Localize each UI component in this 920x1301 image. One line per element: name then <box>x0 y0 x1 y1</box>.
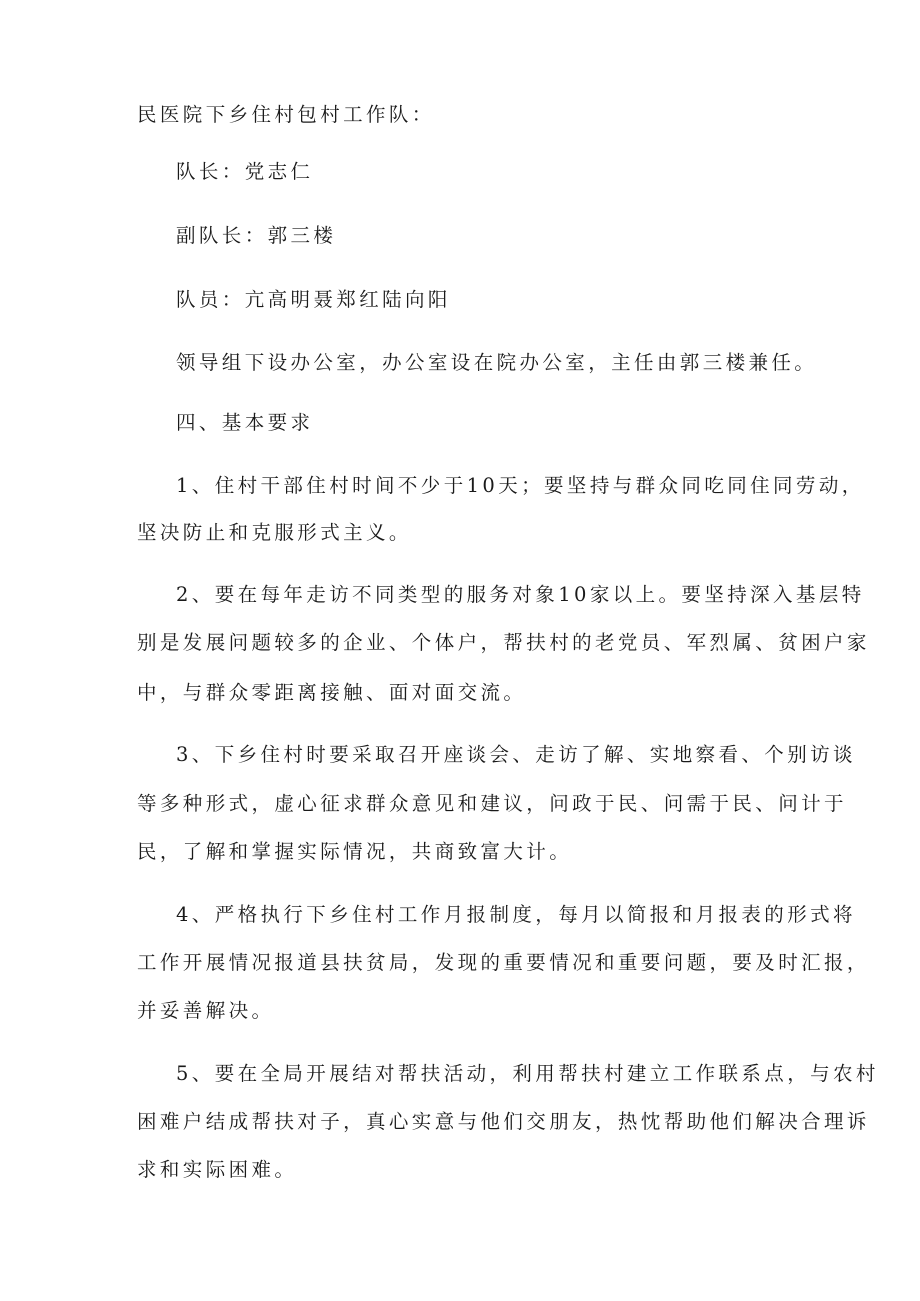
text-line-item2-b: 别是发展问题较多的企业、个体户，帮扶村的老党员、军烈属、贫困户家 <box>137 631 870 654</box>
text-line-item4-a: 4、严格执行下乡住村工作月报制度，每月以简报和月报表的形式将 <box>176 903 856 926</box>
text-line-item5-b: 困难户结成帮扶对子，真心实意与他们交朋友，热忱帮助他们解决合理诉 <box>137 1110 870 1133</box>
text-line-item3-c: 民，了解和掌握实际情况，共商致富大计。 <box>137 840 573 863</box>
text-line-item3-b: 等多种形式，虚心征求群众意见和建议，问政于民、问需于民、问计于 <box>137 792 847 815</box>
text-line-item2-c: 中，与群众零距离接触、面对面交流。 <box>137 681 527 704</box>
text-line-item4-b: 工作开展情况报道县扶贫局，发现的重要情况和重要问题，要及时汇报， <box>137 951 870 974</box>
text-line-item1-b: 坚决防止和克服形式主义。 <box>137 521 412 544</box>
text-line-team-heading: 民医院下乡住村包村工作队： <box>137 103 435 126</box>
text-line-team-leader: 队长：党志仁 <box>176 160 314 183</box>
text-line-item2-a: 2、要在每年走访不同类型的服务对象10家以上。要坚持深入基层特 <box>176 583 865 606</box>
section-heading-basic-requirements: 四、基本要求 <box>176 411 314 434</box>
text-line-item1-a: 1、住村干部住村时间不少于10天；要坚持与群众同吃同住同劳动， <box>176 474 865 497</box>
text-line-office-setup: 领导组下设办公室，办公室设在院办公室，主任由郭三楼兼任。 <box>176 351 818 374</box>
text-line-deputy-leader: 副队长：郭三楼 <box>176 224 337 247</box>
text-line-team-members: 队员：亢高明聂郑红陆向阳 <box>176 288 451 311</box>
text-line-item5-c: 求和实际困难。 <box>137 1158 298 1181</box>
text-line-item4-c: 并妥善解决。 <box>137 999 275 1022</box>
text-line-item3-a: 3、下乡住村时要采取召开座谈会、走访了解、实地察看、个别访谈 <box>176 743 856 766</box>
text-line-item5-a: 5、要在全局开展结对帮扶活动，利用帮扶村建立工作联系点，与农村 <box>176 1062 879 1085</box>
